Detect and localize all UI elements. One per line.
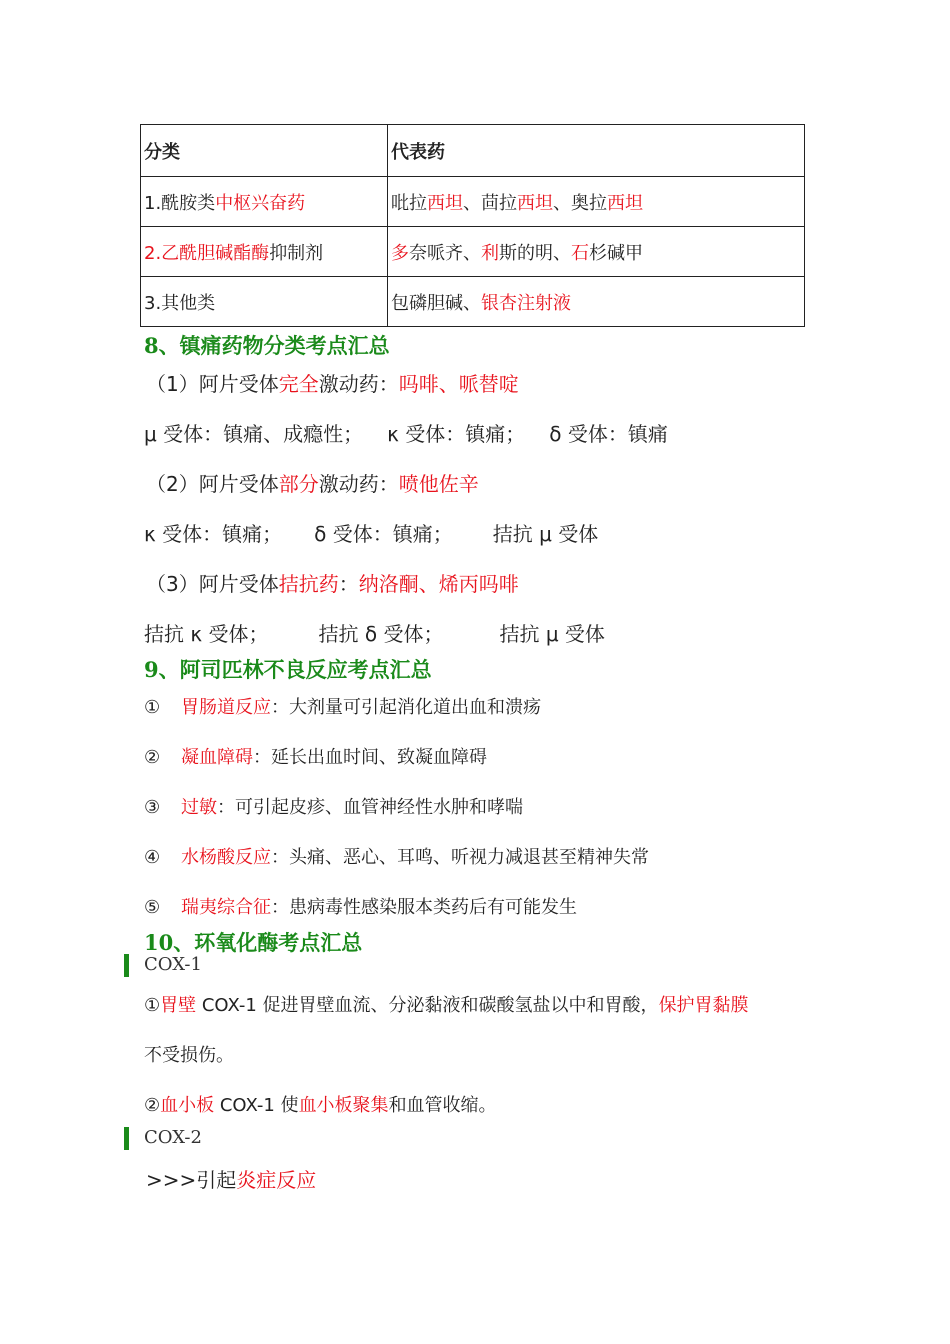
table-header-cell: 代表药 — [388, 125, 805, 177]
table-row — [141, 177, 805, 227]
table-row — [141, 277, 805, 327]
opioid-antagonist-line: （3）阿片受体拮抗药：纳洛酮、烯丙吗啡 — [146, 572, 519, 596]
table-header-row — [141, 125, 805, 177]
opioid-full-agonist-line: （1）阿片受体完全激动药：吗啡、哌替啶 — [146, 372, 519, 396]
table-header-cell: 分类 — [141, 125, 388, 177]
table-cell: 吡拉西坦、茴拉西坦、奥拉西坦 — [388, 177, 805, 227]
full-agonist-receptor-line: μ 受体：镇痛、成瘾性； κ 受体：镇痛； δ 受体：镇痛 — [144, 422, 668, 446]
drug-classification-table — [140, 124, 805, 327]
cox2-inflammation-line: >>>引起炎症反应 — [146, 1168, 317, 1192]
heading-accent-bar — [124, 954, 129, 977]
antagonist-receptor-line: 拮抗 κ 受体； 拮抗 δ 受体； 拮抗 μ 受体 — [144, 622, 605, 646]
cox1-stomach-paragraph: ①胃壁 COX-1 促进胃壁血流、分泌黏液和碳酸氢盐以中和胃酸，保护胃黏膜 — [144, 995, 749, 1016]
table-cell: 1.酰胺类中枢兴奋药 — [141, 177, 388, 227]
table-cell: 2.乙酰胆碱酯酶抑制剂 — [141, 227, 388, 277]
list-item: ① 胃肠道反应：大剂量可引起消化道出血和溃疡 — [144, 697, 541, 718]
cox1-platelet-paragraph: ②血小板 COX-1 使血小板聚集和血管收缩。 — [144, 1095, 497, 1116]
table-cell: 3.其他类 — [141, 277, 388, 327]
list-item: ③ 过敏：可引起皮疹、血管神经性水肿和哮喘 — [144, 797, 523, 818]
heading-accent-bar — [124, 1127, 129, 1150]
table-row — [141, 227, 805, 277]
section-8-title: 8、镇痛药物分类考点汇总 — [144, 333, 390, 358]
partial-agonist-receptor-line: κ 受体：镇痛； δ 受体：镇痛； 拮抗 μ 受体 — [144, 522, 599, 546]
section-9-title: 9、阿司匹林不良反应考点汇总 — [144, 657, 432, 682]
list-item: ⑤ 瑞夷综合征：患病毒性感染服本类药后有可能发生 — [144, 897, 577, 918]
section-10-title: 10、环氧化酶考点汇总 — [144, 930, 363, 955]
opioid-partial-agonist-line: （2）阿片受体部分激动药：喷他佐辛 — [146, 472, 479, 496]
list-item: ④ 水杨酸反应：头痛、恶心、耳鸣、听视力减退甚至精神失常 — [144, 847, 649, 868]
cox1-stomach-paragraph-continued: 不受损伤。 — [144, 1045, 234, 1066]
cox2-label: COX-2 — [144, 1127, 202, 1148]
table-cell: 多奈哌齐、利斯的明、石杉碱甲 — [388, 227, 805, 277]
list-item: ② 凝血障碍：延长出血时间、致凝血障碍 — [144, 747, 487, 768]
table-cell: 包磷胆碱、银杏注射液 — [388, 277, 805, 327]
cox1-label: COX-1 — [144, 954, 202, 975]
